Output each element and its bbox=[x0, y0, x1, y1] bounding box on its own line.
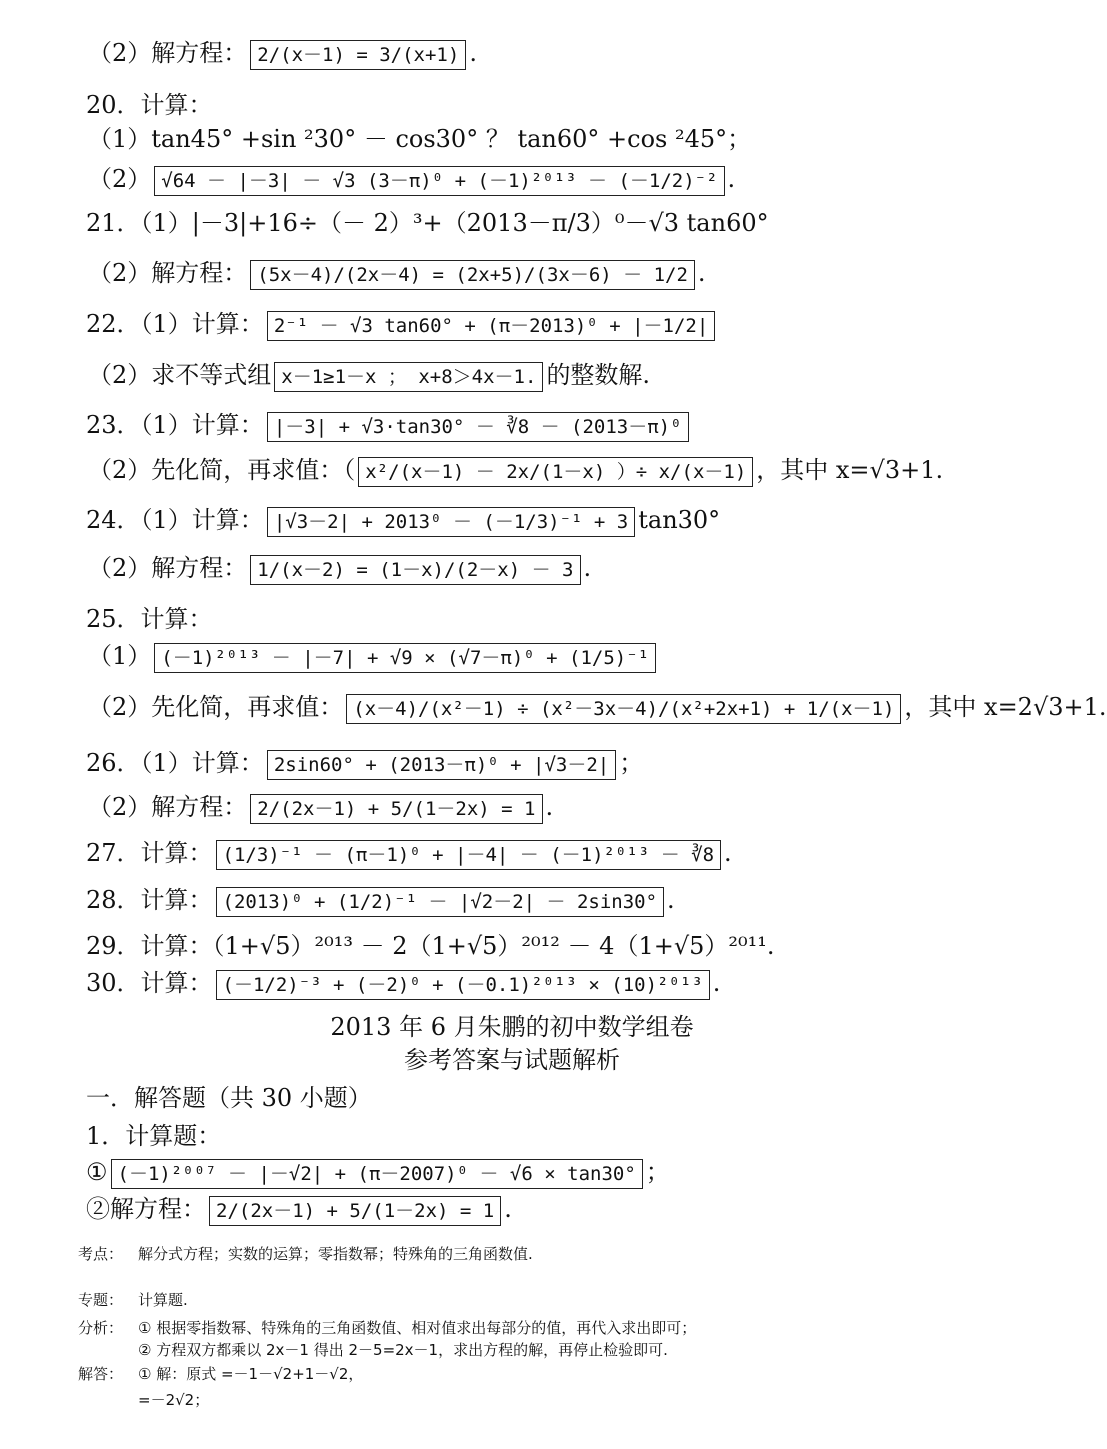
problem-line bbox=[88, 164, 735, 196]
note-text: 解分式方程；实数的运算；零指数幂；特殊角的三角函数值. bbox=[138, 1245, 533, 1263]
line-tail: . bbox=[504, 1195, 512, 1223]
answer-line bbox=[86, 1121, 221, 1151]
problem-line bbox=[86, 931, 775, 961]
note-label: 分析： bbox=[78, 1319, 124, 1337]
note-label: 解答： bbox=[78, 1365, 124, 1383]
formula-box: |√3－2| + 2013⁰ － (－1/3)⁻¹ + 3 bbox=[267, 507, 635, 537]
formula-box: 2sin60° + (2013－π)⁰ + |√3－2| bbox=[267, 750, 616, 780]
analysis-note bbox=[78, 1390, 209, 1410]
line-lead: 23．（1）计算： bbox=[86, 411, 264, 439]
formula-box: (2013)⁰ + (1/2)⁻¹ － |√2－2| － 2sin30° bbox=[216, 887, 665, 917]
line-tail: ，其中 x=2√3+1. bbox=[904, 693, 1107, 721]
line-lead: 一．解答题（共 30 小题） bbox=[86, 1084, 372, 1112]
line-tail: . bbox=[545, 793, 554, 821]
problem-line bbox=[86, 968, 720, 1000]
line-lead: 1．计算题： bbox=[86, 1122, 222, 1150]
line-tail: ； bbox=[645, 1158, 670, 1186]
problem-line bbox=[86, 309, 718, 341]
note-label: 专题： bbox=[78, 1291, 124, 1309]
formula-box: x²/(x－1) － 2x/(1－x) ）÷ x/(x－1) bbox=[358, 457, 753, 487]
line-tail: . bbox=[724, 839, 732, 867]
note-text: 计算题. bbox=[138, 1291, 188, 1309]
formula-box: x－1≥1－x ； x+8＞4x－1. bbox=[274, 362, 543, 392]
problem-line bbox=[88, 258, 706, 290]
line-tail: . bbox=[667, 886, 675, 914]
problem-line bbox=[88, 360, 650, 392]
formula-box: (1/3)⁻¹ － (π－1)⁰ + |－4| － (－1)²⁰¹³ － ∛8 bbox=[216, 840, 722, 870]
line-lead: （1）tan45° +sin ²30° － cos30° ？ tan60° +cos ²45°； bbox=[88, 125, 752, 153]
formula-box: 2/(2x－1) + 5/(1－2x) = 1 bbox=[250, 794, 542, 824]
line-tail: . bbox=[697, 259, 706, 287]
line-tail: . bbox=[712, 969, 721, 997]
line-tail: tan30° bbox=[638, 506, 721, 534]
line-lead: 20．计算： bbox=[86, 91, 213, 119]
line-lead: （1） bbox=[88, 642, 152, 670]
problem-line bbox=[88, 455, 943, 487]
problem-line bbox=[86, 90, 213, 120]
analysis-note bbox=[78, 1364, 363, 1384]
line-tail: . bbox=[583, 554, 592, 582]
line-tail: ，其中 x=√3+1. bbox=[756, 456, 944, 484]
exam-title: 2013 年 6 月朱鹏的初中数学组卷 bbox=[330, 1013, 694, 1041]
problem-line bbox=[86, 505, 720, 537]
line-lead: （2） bbox=[88, 165, 152, 193]
line-lead: （2）解方程： bbox=[88, 39, 248, 67]
problem-line bbox=[88, 792, 553, 824]
analysis-note bbox=[78, 1318, 696, 1338]
line-lead: 28．计算： bbox=[86, 886, 213, 914]
line-lead: 25．计算： bbox=[86, 605, 213, 633]
line-lead: （2）先化简，再求值：（ bbox=[88, 456, 356, 484]
line-lead: 27．计算： bbox=[86, 839, 213, 867]
line-lead: 22．（1）计算： bbox=[86, 310, 264, 338]
line-lead: ① bbox=[86, 1158, 108, 1186]
answer-line bbox=[86, 1194, 512, 1226]
answer-line bbox=[86, 1083, 372, 1113]
answer-line bbox=[86, 1157, 670, 1189]
formula-box: (－1)²⁰⁰⁷ － |－√2| + (π－2007)⁰ － √6 × tan30° bbox=[111, 1159, 643, 1189]
line-tail: ； bbox=[619, 749, 644, 777]
line-lead: （2）解方程： bbox=[88, 554, 248, 582]
problem-line bbox=[88, 641, 659, 673]
problem-line bbox=[86, 604, 213, 634]
line-lead: （2）求不等式组 bbox=[88, 361, 272, 389]
note-text: ① 解：原式 =－1－√2+1－√2， bbox=[138, 1365, 364, 1383]
line-lead: 26．（1）计算： bbox=[86, 749, 264, 777]
analysis-note bbox=[78, 1244, 533, 1264]
line-lead: ②解方程： bbox=[86, 1195, 206, 1223]
line-lead: （2）解方程： bbox=[88, 793, 248, 821]
analysis-note bbox=[78, 1340, 668, 1360]
note-text: ② 方程双方都乘以 2x－1 得出 2－5=2x－1，求出方程的解，再停止检验即可. bbox=[138, 1341, 668, 1359]
line-lead: （2）先化简，再求值： bbox=[88, 693, 344, 721]
analysis-note bbox=[78, 1290, 188, 1310]
problem-line bbox=[88, 692, 1107, 724]
problem-line bbox=[88, 38, 477, 70]
formula-box: (－1/2)⁻³ + (－2)⁰ + (－0.1)²⁰¹³ × (10)²⁰¹³ bbox=[216, 970, 710, 1000]
formula-box: √64 － |－3| － √3 (3－π)⁰ + (－1)²⁰¹³ － (－1/2)⁻² bbox=[154, 166, 724, 196]
note-text: =－2√2； bbox=[138, 1391, 210, 1409]
formula-box: (－1)²⁰¹³ － |－7| + √9 × (√7－π)⁰ + (1/5)⁻¹ bbox=[154, 643, 656, 673]
line-lead: 21．（1）|－3|+16÷（－ 2）³+（2013－π/3）⁰－√3 tan60° bbox=[86, 209, 769, 237]
line-lead: 24．（1）计算： bbox=[86, 506, 264, 534]
note-label: 考点： bbox=[78, 1245, 124, 1263]
problem-line bbox=[86, 208, 769, 238]
formula-box: 2⁻¹ － √3 tan60° + (π－2013)⁰ + |－1/2| bbox=[267, 311, 716, 341]
note-text: ① 根据零指数幂、特殊角的三角函数值、相对值求出每部分的值，再代入求出即可； bbox=[138, 1319, 697, 1337]
line-tail: 的整数解. bbox=[546, 361, 651, 389]
line-lead: 29．计算：（1+√5）²⁰¹³ － 2（1+√5）²⁰¹² － 4（1+√5）²⁰¹¹. bbox=[86, 932, 775, 960]
problem-line bbox=[86, 410, 692, 442]
problem-line bbox=[88, 124, 751, 154]
formula-box: 2/(2x－1) + 5/(1－2x) = 1 bbox=[209, 1196, 501, 1226]
formula-box: (x－4)/(x²－1) ÷ (x²－3x－4)/(x²+2x+1) + 1/(x－1) bbox=[346, 694, 901, 724]
problem-line bbox=[86, 838, 732, 870]
problem-line bbox=[86, 748, 643, 780]
formula-box: (5x－4)/(2x－4) = (2x+5)/(3x－6) － 1/2 bbox=[250, 260, 695, 290]
line-tail: . bbox=[727, 165, 736, 193]
formula-box: |－3| + √3·tan30° － ∛8 － (2013－π)⁰ bbox=[267, 412, 689, 442]
line-lead: （2）解方程： bbox=[88, 259, 248, 287]
line-lead: 30．计算： bbox=[86, 969, 213, 997]
formula-box: 1/(x－2) = (1－x)/(2－x) － 3 bbox=[250, 555, 580, 585]
problem-line bbox=[86, 885, 675, 917]
formula-box: 2/(x－1) = 3/(x+1) bbox=[250, 40, 466, 70]
problem-line bbox=[88, 553, 591, 585]
answer-section-title: 参考答案与试题解析 bbox=[404, 1046, 620, 1074]
line-tail: . bbox=[469, 39, 477, 67]
